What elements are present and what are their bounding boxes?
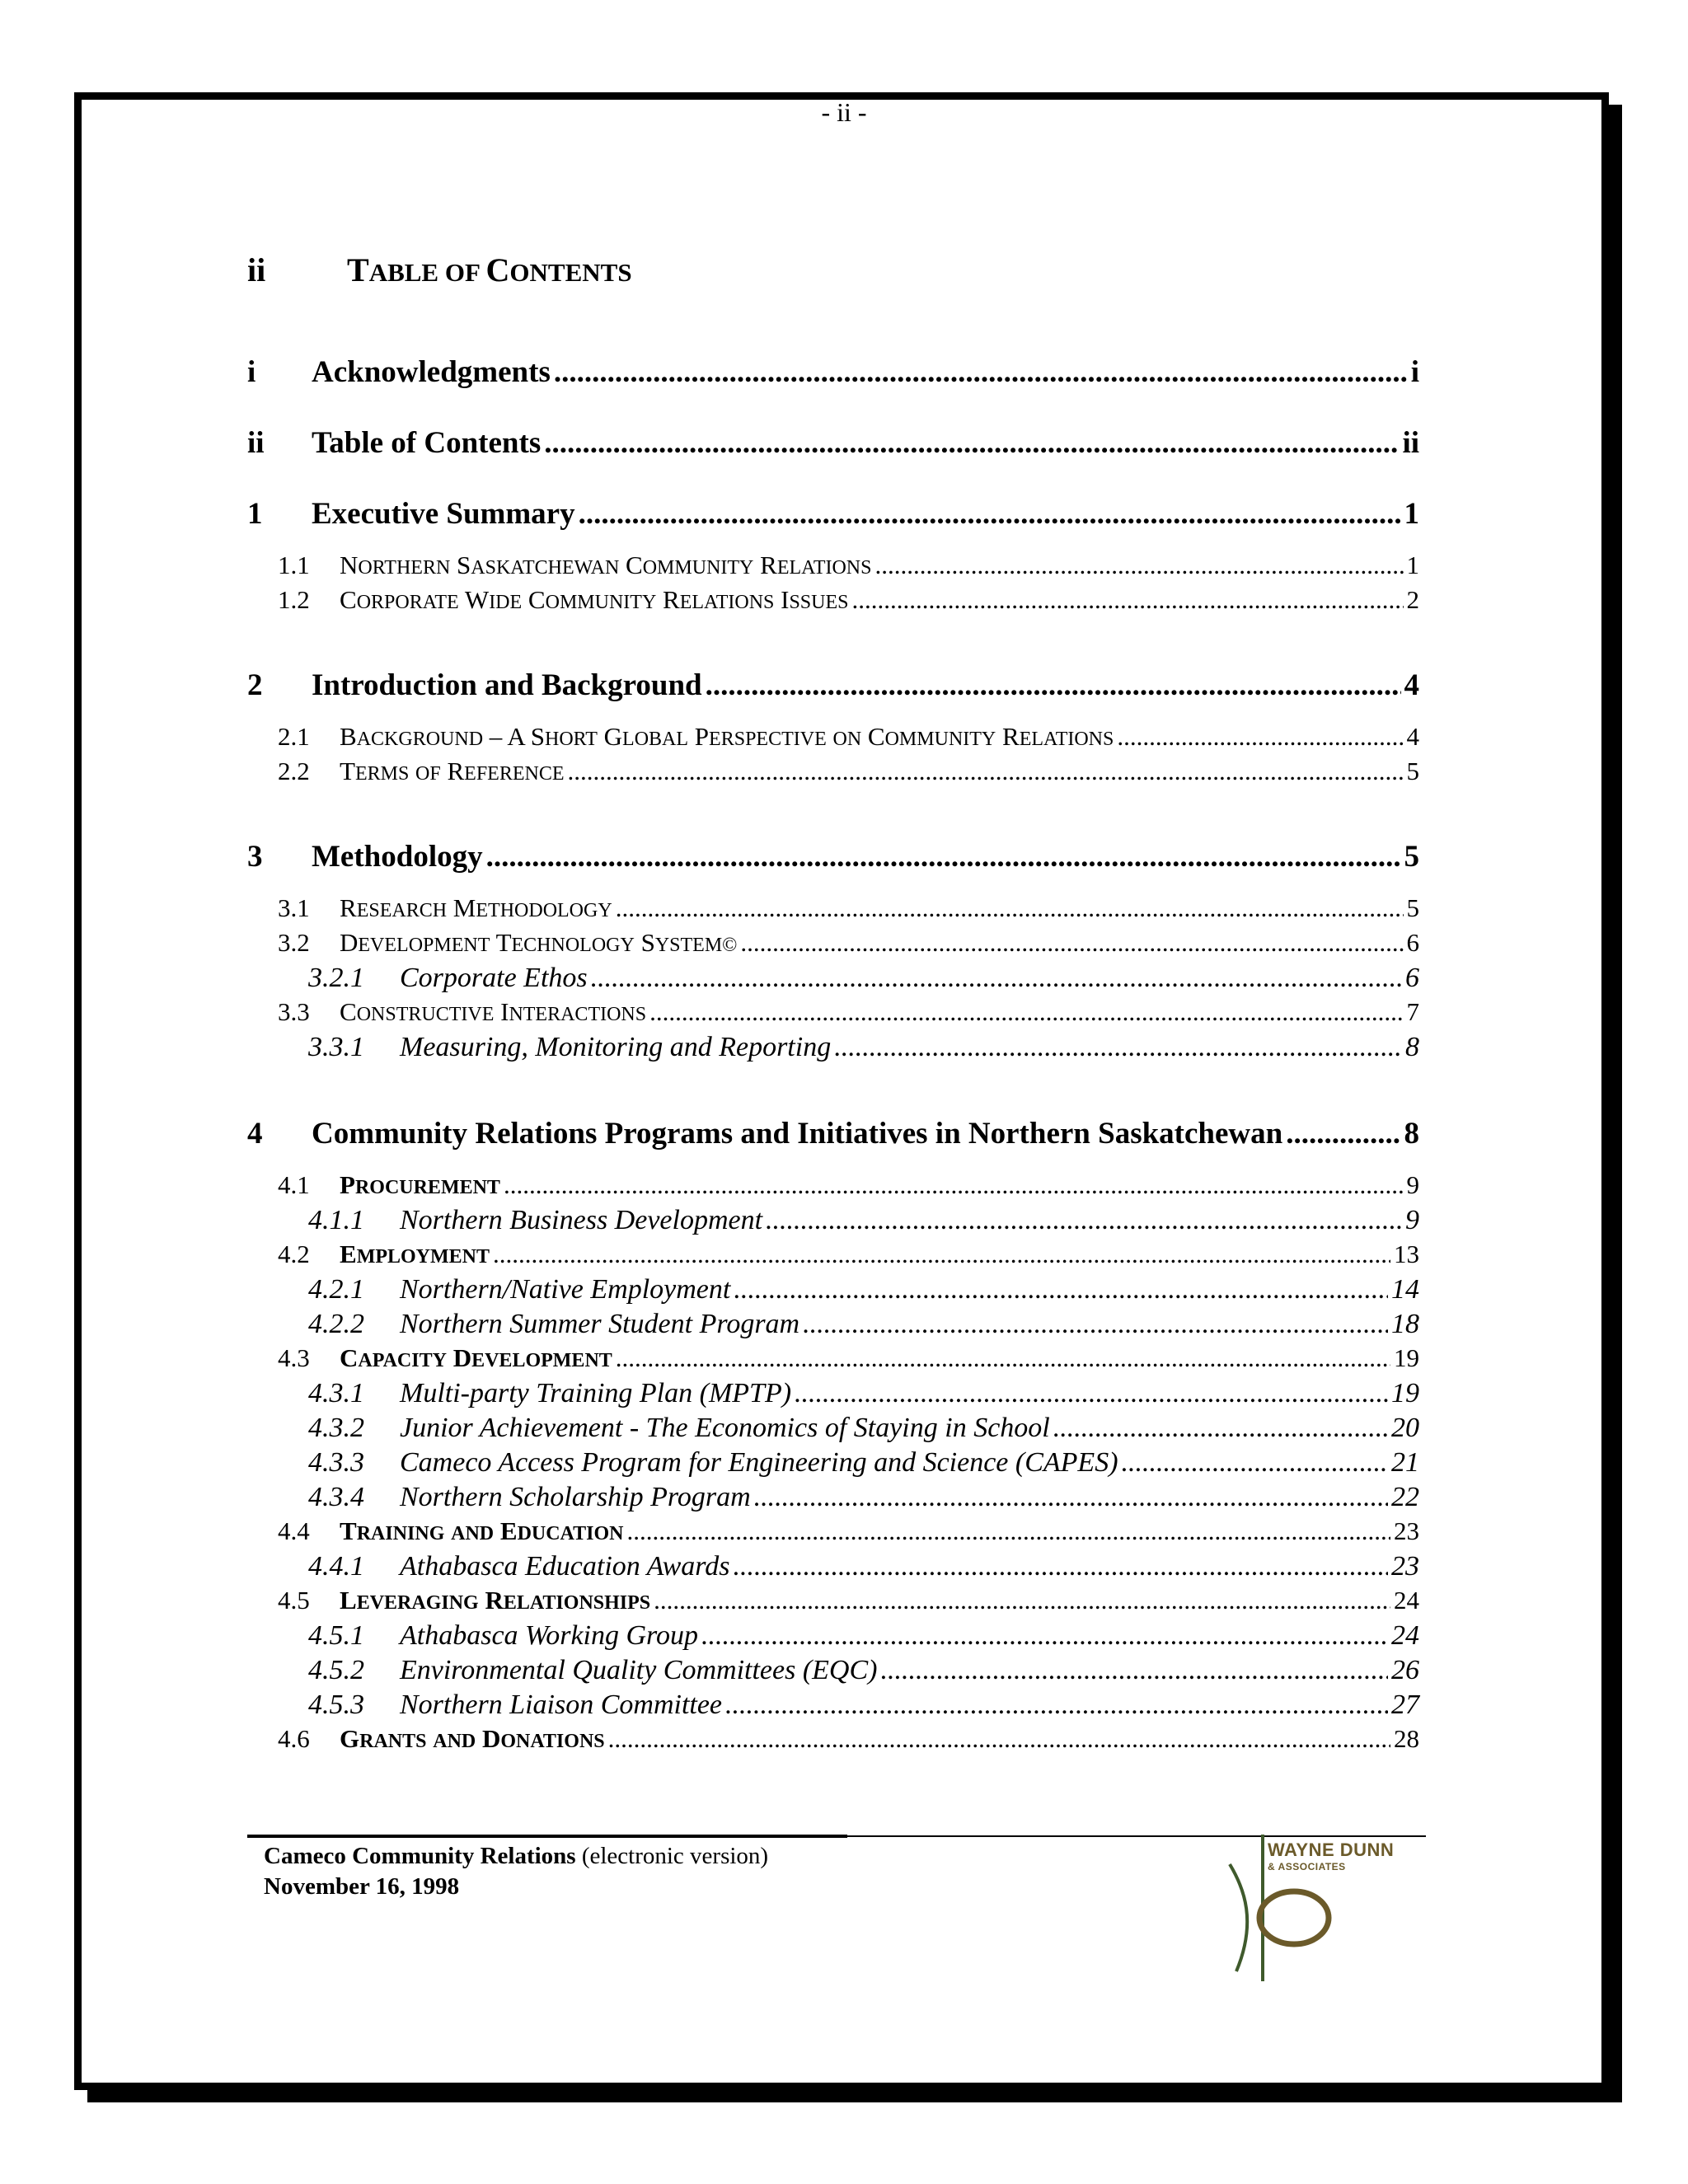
toc-entry-title: Junior Achievement - The Economics of Staying in School	[400, 1413, 1050, 1443]
toc-entry-title: CONSTRUCTIVE INTERACTIONS	[340, 997, 647, 1026]
toc-entry-number: 2	[247, 668, 263, 702]
toc-entry-leader	[725, 1690, 1388, 1721]
footer-doc-version: (electronic version)	[575, 1843, 769, 1869]
toc-entry-title: BACKGROUND – A SHORT GLOBAL PERSPECTIVE ON COMMUNITY RELATIONS	[340, 722, 1114, 751]
toc-entry-page: 20	[1391, 1413, 1419, 1443]
toc-entry-number: 4.5.3	[308, 1690, 364, 1720]
toc-entry[interactable]	[308, 963, 1419, 994]
toc-entry-leader	[544, 425, 1399, 461]
toc-entry-title: TERMS OF REFERENCE	[340, 757, 565, 785]
toc-heading-title-part: T	[347, 251, 369, 288]
toc-entry-title: Athabasca Education Awards	[400, 1551, 730, 1582]
toc-entry-page: 26	[1391, 1655, 1419, 1685]
toc-entry-leader	[1053, 1413, 1388, 1444]
toc-entry-number: 2.2	[278, 757, 310, 785]
toc-entry-page: 2	[1406, 585, 1419, 614]
toc-entry-title: Methodology	[312, 840, 483, 874]
toc-entry-page: 28	[1394, 1724, 1419, 1753]
toc-entry-leader	[608, 1724, 1390, 1754]
toc-entry[interactable]	[308, 1032, 1419, 1063]
toc-entry[interactable]	[308, 1551, 1419, 1582]
toc-entry[interactable]	[247, 496, 1419, 532]
toc-entry-number: 4.4.1	[308, 1551, 364, 1582]
toc-entry-leader	[733, 1551, 1388, 1582]
logo-name: WAYNE DUNN	[1268, 1840, 1395, 1860]
toc-entry-page: 19	[1391, 1378, 1419, 1408]
toc-entry-page: 7	[1406, 997, 1419, 1026]
toc-entry-page: 23	[1391, 1551, 1419, 1582]
toc-entry-title: Multi-party Training Plan (MPTP)	[400, 1378, 792, 1408]
toc-entry-title: LEVERAGING RELATIONSHIPS	[340, 1586, 651, 1615]
toc-entry-title: EMPLOYMENT	[340, 1240, 490, 1268]
toc-entry-title: NORTHERN SASKATCHEWAN COMMUNITY RELATIONS	[340, 551, 872, 579]
toc-entry-leader	[880, 1655, 1388, 1686]
toc-entry-leader	[486, 839, 1401, 874]
toc-entry-number: 3.3	[278, 997, 310, 1026]
toc-entry-leader	[616, 1343, 1390, 1373]
toc-entry-leader	[579, 496, 1401, 532]
toc-entry-title: Cameco Access Program for Engineering and Science (CAPES)	[400, 1447, 1118, 1478]
toc-entry[interactable]	[308, 1205, 1419, 1236]
toc-entry-title: Northern Liaison Committee	[400, 1690, 723, 1720]
toc-entry[interactable]	[278, 1170, 1419, 1200]
page-frame	[74, 92, 1609, 2090]
toc-entry-leader	[1286, 1116, 1400, 1151]
toc-entry-leader	[554, 354, 1408, 390]
toc-heading-title-part: ABLE OF	[368, 258, 486, 287]
toc-heading-title	[347, 251, 632, 289]
toc-entry[interactable]	[308, 1447, 1419, 1479]
toc-entry-title: Northern Business Development	[400, 1205, 763, 1235]
toc-entry-leader	[493, 1240, 1390, 1269]
toc-entry-number: 4.5.1	[308, 1620, 364, 1651]
toc-heading-title-part: C	[485, 251, 510, 288]
toc-entry[interactable]	[247, 1116, 1419, 1151]
toc-entry-leader	[616, 893, 1404, 923]
toc-entry-title: Athabasca Working Group	[400, 1620, 699, 1651]
toc-entry-number: 3.2	[278, 928, 310, 957]
toc-entry[interactable]	[308, 1620, 1419, 1652]
toc-entry-page: i	[1410, 355, 1419, 389]
toc-entry-number: 3.1	[278, 893, 310, 922]
toc-entry-title: PROCUREMENT	[340, 1170, 500, 1199]
toc-entry-number: 4.5	[278, 1586, 310, 1615]
toc-entry[interactable]	[278, 1516, 1419, 1546]
toc-entry[interactable]	[247, 354, 1419, 390]
toc-entry[interactable]	[308, 1274, 1419, 1305]
toc-entry[interactable]	[308, 1655, 1419, 1686]
toc-entry-number: 1.2	[278, 585, 310, 614]
footer	[264, 1841, 768, 1902]
toc-entry-page: 8	[1405, 1032, 1419, 1062]
toc-entry-leader	[852, 585, 1404, 615]
toc-entry-page: 5	[1404, 840, 1419, 874]
toc-entry-number: i	[247, 355, 256, 389]
toc-heading	[247, 251, 632, 289]
toc-entry-title: Acknowledgments	[312, 355, 551, 389]
toc-entry-page: 9	[1405, 1205, 1419, 1235]
toc-entry-title: Corporate Ethos	[400, 963, 588, 993]
toc-entry[interactable]	[278, 1586, 1419, 1615]
footer-rule-accent	[247, 1835, 847, 1838]
toc-entry-number: 4.3	[278, 1343, 310, 1372]
toc-entry-leader	[568, 757, 1404, 786]
toc-entry-title: GRANTS AND DONATIONS	[340, 1724, 605, 1753]
toc-entry[interactable]	[308, 1482, 1419, 1513]
toc-entry[interactable]	[278, 551, 1419, 580]
toc-entry[interactable]	[247, 668, 1419, 703]
toc-entry-leader	[504, 1170, 1404, 1200]
toc-entry[interactable]	[247, 839, 1419, 874]
toc-entry-number: 3.3.1	[308, 1032, 364, 1062]
toc-entry-number: 4.3.4	[308, 1482, 364, 1512]
toc-entry-leader	[734, 1274, 1388, 1305]
toc-entry-leader	[701, 1620, 1388, 1652]
toc-entry-number: 4.1	[278, 1170, 310, 1199]
toc-entry-number: 1	[247, 497, 263, 531]
toc-entry-title: DEVELOPMENT TECHNOLOGY SYSTEM©	[340, 928, 738, 957]
toc-entry-number: 4.3.1	[308, 1378, 364, 1408]
toc-entry-number: 4.3.3	[308, 1447, 364, 1478]
toc-entry-page: 18	[1391, 1309, 1419, 1339]
toc-entry-leader	[803, 1309, 1388, 1340]
toc-entry-page: 6	[1405, 963, 1419, 993]
toc-entry-number: 3	[247, 840, 263, 874]
toc-entry-title: Community Relations Programs and Initiatives in Northern Saskatchewan	[312, 1117, 1283, 1151]
toc-entry-leader	[834, 1032, 1402, 1063]
toc-entry-leader	[626, 1516, 1390, 1546]
footer-doc-title: Cameco Community Relations	[264, 1843, 576, 1869]
toc-entry-number: 1.1	[278, 551, 310, 579]
toc-entry-number: 4.2.2	[308, 1309, 364, 1339]
toc-entry-leader	[766, 1205, 1402, 1236]
toc-entry-page: 23	[1394, 1516, 1419, 1545]
toc-entry-number: 3.2.1	[308, 963, 364, 993]
toc-entry-leader	[706, 668, 1401, 703]
toc-entry-leader	[1122, 1447, 1388, 1479]
toc-entry-page: 1	[1404, 497, 1419, 531]
toc-entry-page: 14	[1391, 1274, 1419, 1305]
toc-entry-page: 24	[1394, 1586, 1419, 1615]
toc-entry-number: ii	[247, 426, 265, 460]
toc-entry[interactable]	[308, 1378, 1419, 1409]
toc-entry-title: Introduction and Background	[312, 668, 702, 702]
toc-entry-leader	[649, 997, 1403, 1027]
toc-entry[interactable]	[278, 585, 1419, 615]
toc-entry-page: 13	[1394, 1240, 1419, 1268]
toc-entry-leader	[740, 928, 1403, 958]
toc-entry[interactable]	[278, 893, 1419, 923]
wayne-dunn-logo	[1212, 1831, 1426, 1988]
toc-entry-page: ii	[1402, 426, 1419, 460]
toc-entry-number: 2.1	[278, 722, 310, 751]
toc-entry[interactable]	[278, 997, 1419, 1027]
toc-entry-title: TRAINING AND EDUCATION	[340, 1516, 624, 1545]
toc-entry-page: 19	[1394, 1343, 1419, 1372]
footer-date: November 16, 1998	[264, 1873, 460, 1900]
toc-entry-title: Northern Summer Student Program	[400, 1309, 800, 1339]
toc-entry-page: 8	[1404, 1117, 1419, 1151]
toc-entry-number: 4.5.2	[308, 1655, 364, 1685]
page-number: - ii -	[821, 97, 867, 127]
toc-entry[interactable]	[308, 1309, 1419, 1340]
toc-entry[interactable]	[308, 1413, 1419, 1444]
toc-entry-leader	[754, 1482, 1388, 1513]
toc-entry-leader	[1117, 722, 1403, 752]
toc-entry-title: CORPORATE WIDE COMMUNITY RELATIONS ISSUES	[340, 585, 849, 614]
toc-entry-number: 4.1.1	[308, 1205, 364, 1235]
toc-entry[interactable]	[278, 928, 1419, 958]
toc-entry-page: 5	[1406, 893, 1419, 922]
toc-entry-title: CAPACITY DEVELOPMENT	[340, 1343, 612, 1372]
toc-entry-page: 5	[1406, 757, 1419, 785]
toc-entry-title: Environmental Quality Committees (EQC)	[400, 1655, 878, 1685]
toc-entry-number: 4.2	[278, 1240, 310, 1268]
toc-entry-page: 27	[1391, 1690, 1419, 1720]
toc-entry[interactable]	[278, 1240, 1419, 1269]
toc-entry-number: 4.4	[278, 1516, 310, 1545]
toc-entry[interactable]	[278, 1724, 1419, 1754]
toc-entry-page: 24	[1391, 1620, 1419, 1651]
toc-entry-page: 22	[1391, 1482, 1419, 1512]
toc-entry-number: 4.3.2	[308, 1413, 364, 1443]
toc-entry-title: Northern/Native Employment	[400, 1274, 731, 1305]
toc-entry-title: RESEARCH METHODOLOGY	[340, 893, 612, 922]
toc-entry[interactable]	[247, 425, 1419, 461]
toc-entry-title: Executive Summary	[312, 497, 575, 531]
toc-entry-number: 4.2.1	[308, 1274, 364, 1305]
toc-entry-title: Table of Contents	[312, 426, 542, 460]
toc-heading-title-part: ONTENTS	[509, 258, 632, 287]
toc-entry-page: 6	[1406, 928, 1419, 957]
toc-entry-number: 4	[247, 1117, 263, 1151]
toc-entry[interactable]	[278, 722, 1419, 752]
toc-entry-title: Measuring, Monitoring and Reporting	[400, 1032, 832, 1062]
toc-entry-leader	[795, 1378, 1388, 1409]
toc-entry-leader	[654, 1586, 1390, 1615]
toc-entry-title: Northern Scholarship Program	[400, 1482, 751, 1512]
toc-entry-number: 4.6	[278, 1724, 310, 1753]
toc-entry-page: 21	[1391, 1447, 1419, 1478]
toc-entry[interactable]	[278, 757, 1419, 786]
toc-entry[interactable]	[308, 1690, 1419, 1721]
toc-entry-leader	[874, 551, 1403, 580]
toc-entry-page: 4	[1404, 668, 1419, 702]
toc-heading-number: ii	[247, 251, 266, 288]
toc-entry-page: 4	[1406, 722, 1419, 751]
toc-entry[interactable]	[278, 1343, 1419, 1373]
toc-entry-leader	[591, 963, 1402, 994]
logo-sub: & ASSOCIATES	[1268, 1861, 1346, 1872]
toc-entry-page: 1	[1406, 551, 1419, 579]
toc-entry-page: 9	[1406, 1170, 1419, 1199]
